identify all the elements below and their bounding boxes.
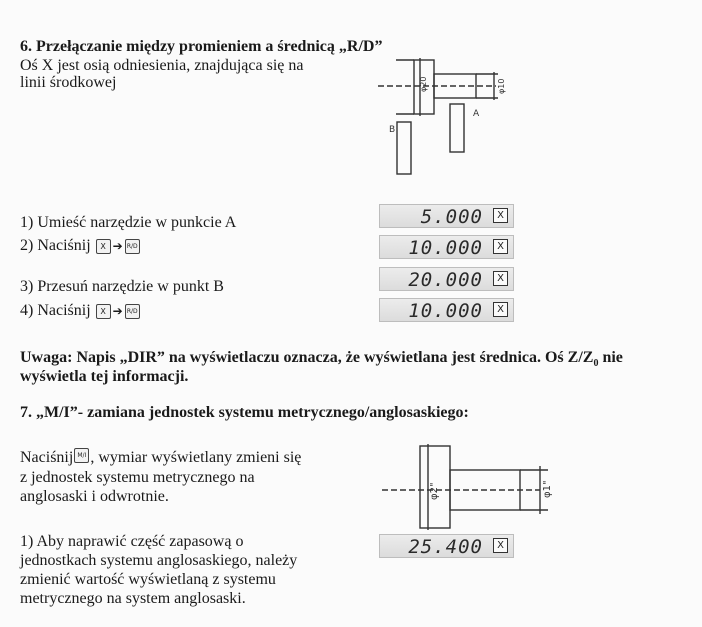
section7-para1-line2: z jednostek systemu metrycznego na xyxy=(20,469,255,486)
x-key-icon: X xyxy=(96,239,111,254)
readout-value: 10.000 xyxy=(408,237,483,259)
step-1: 1) Umieść narzędzie w punkcie A xyxy=(20,214,237,231)
axis-x-icon: X xyxy=(493,239,508,254)
point-b-label: B xyxy=(389,125,396,135)
readout-display xyxy=(379,534,514,558)
note-subscript: 0 xyxy=(593,358,599,370)
step-3: 3) Przesuń narzędzie w punkt B xyxy=(20,278,224,295)
shaft-diagram-units xyxy=(380,440,555,532)
section7-para2-line3: zmienić wartość wyświetlaną z systemu xyxy=(20,571,276,588)
x-key-icon: X xyxy=(96,304,111,319)
arrow-right-icon: ➔ xyxy=(112,303,123,318)
section6-intro-line2: linii środkowej xyxy=(20,74,117,91)
axis-x-icon: X xyxy=(493,208,508,223)
section7-heading: 7. „M/I”- zamiana jednostek systemu metrycznego/anglosaskiego: xyxy=(20,404,469,421)
section6-heading: 6. Przełączanie między promieniem a średnicą „R/D” xyxy=(20,38,383,55)
section7-para1-line1 xyxy=(20,448,301,467)
dim-large-label: φ20 xyxy=(419,76,428,92)
mi-key-icon: M/I xyxy=(74,448,89,463)
step-2-text: 2) Naciśnij xyxy=(20,237,91,254)
shaft-diagram-radius-diameter xyxy=(376,52,516,180)
readout-display xyxy=(379,298,514,322)
step-4-text: 4) Naciśnij xyxy=(20,302,91,319)
rd-key-icon: R/D xyxy=(125,304,140,319)
readout-display xyxy=(379,235,514,259)
section7-para2-line1: 1) Aby naprawić część zapasową o xyxy=(20,533,244,550)
section6-intro-line1: Oś X jest osią odniesienia, znajdująca się na xyxy=(20,57,304,74)
dim-small-label: φ10 xyxy=(497,78,506,94)
note-end: nie xyxy=(598,349,623,366)
axis-x-icon: X xyxy=(493,538,508,553)
step-4 xyxy=(20,301,141,321)
para1-b: , wymiar wyświetlany zmieni się xyxy=(90,449,302,466)
rd-key-icon: R/D xyxy=(125,239,140,254)
readout-value: 10.000 xyxy=(408,300,483,322)
dim-large-label: φ2" xyxy=(429,482,440,500)
section7-para2-line4: metrycznego na system anglosaski. xyxy=(20,590,246,607)
axis-x-icon: X xyxy=(493,302,508,317)
para1-a: Naciśnij xyxy=(20,449,74,466)
axis-x-icon: X xyxy=(493,271,508,286)
section7-para2-line2: jednostkach systemu anglosaskiego, należy xyxy=(20,552,298,569)
readout-value: 20.000 xyxy=(408,269,483,291)
readout-display xyxy=(379,267,514,291)
readout-value: 25.400 xyxy=(408,536,483,558)
dim-small-label: φ1" xyxy=(542,480,553,498)
point-a-label: A xyxy=(473,109,480,119)
section7-para1-line3: anglosaski i odwrotnie. xyxy=(20,488,169,505)
readout-value: 5.000 xyxy=(420,206,483,228)
step-2 xyxy=(20,236,141,256)
note-text: Uwaga: Napis „DIR” na wyświetlaczu oznacza, że wyświetlana jest średnica. Oś Z/Z xyxy=(20,349,594,366)
arrow-right-icon: ➔ xyxy=(112,238,123,253)
readout-display xyxy=(379,204,514,228)
note-line2: wyświetla tej informacji. xyxy=(20,368,189,385)
